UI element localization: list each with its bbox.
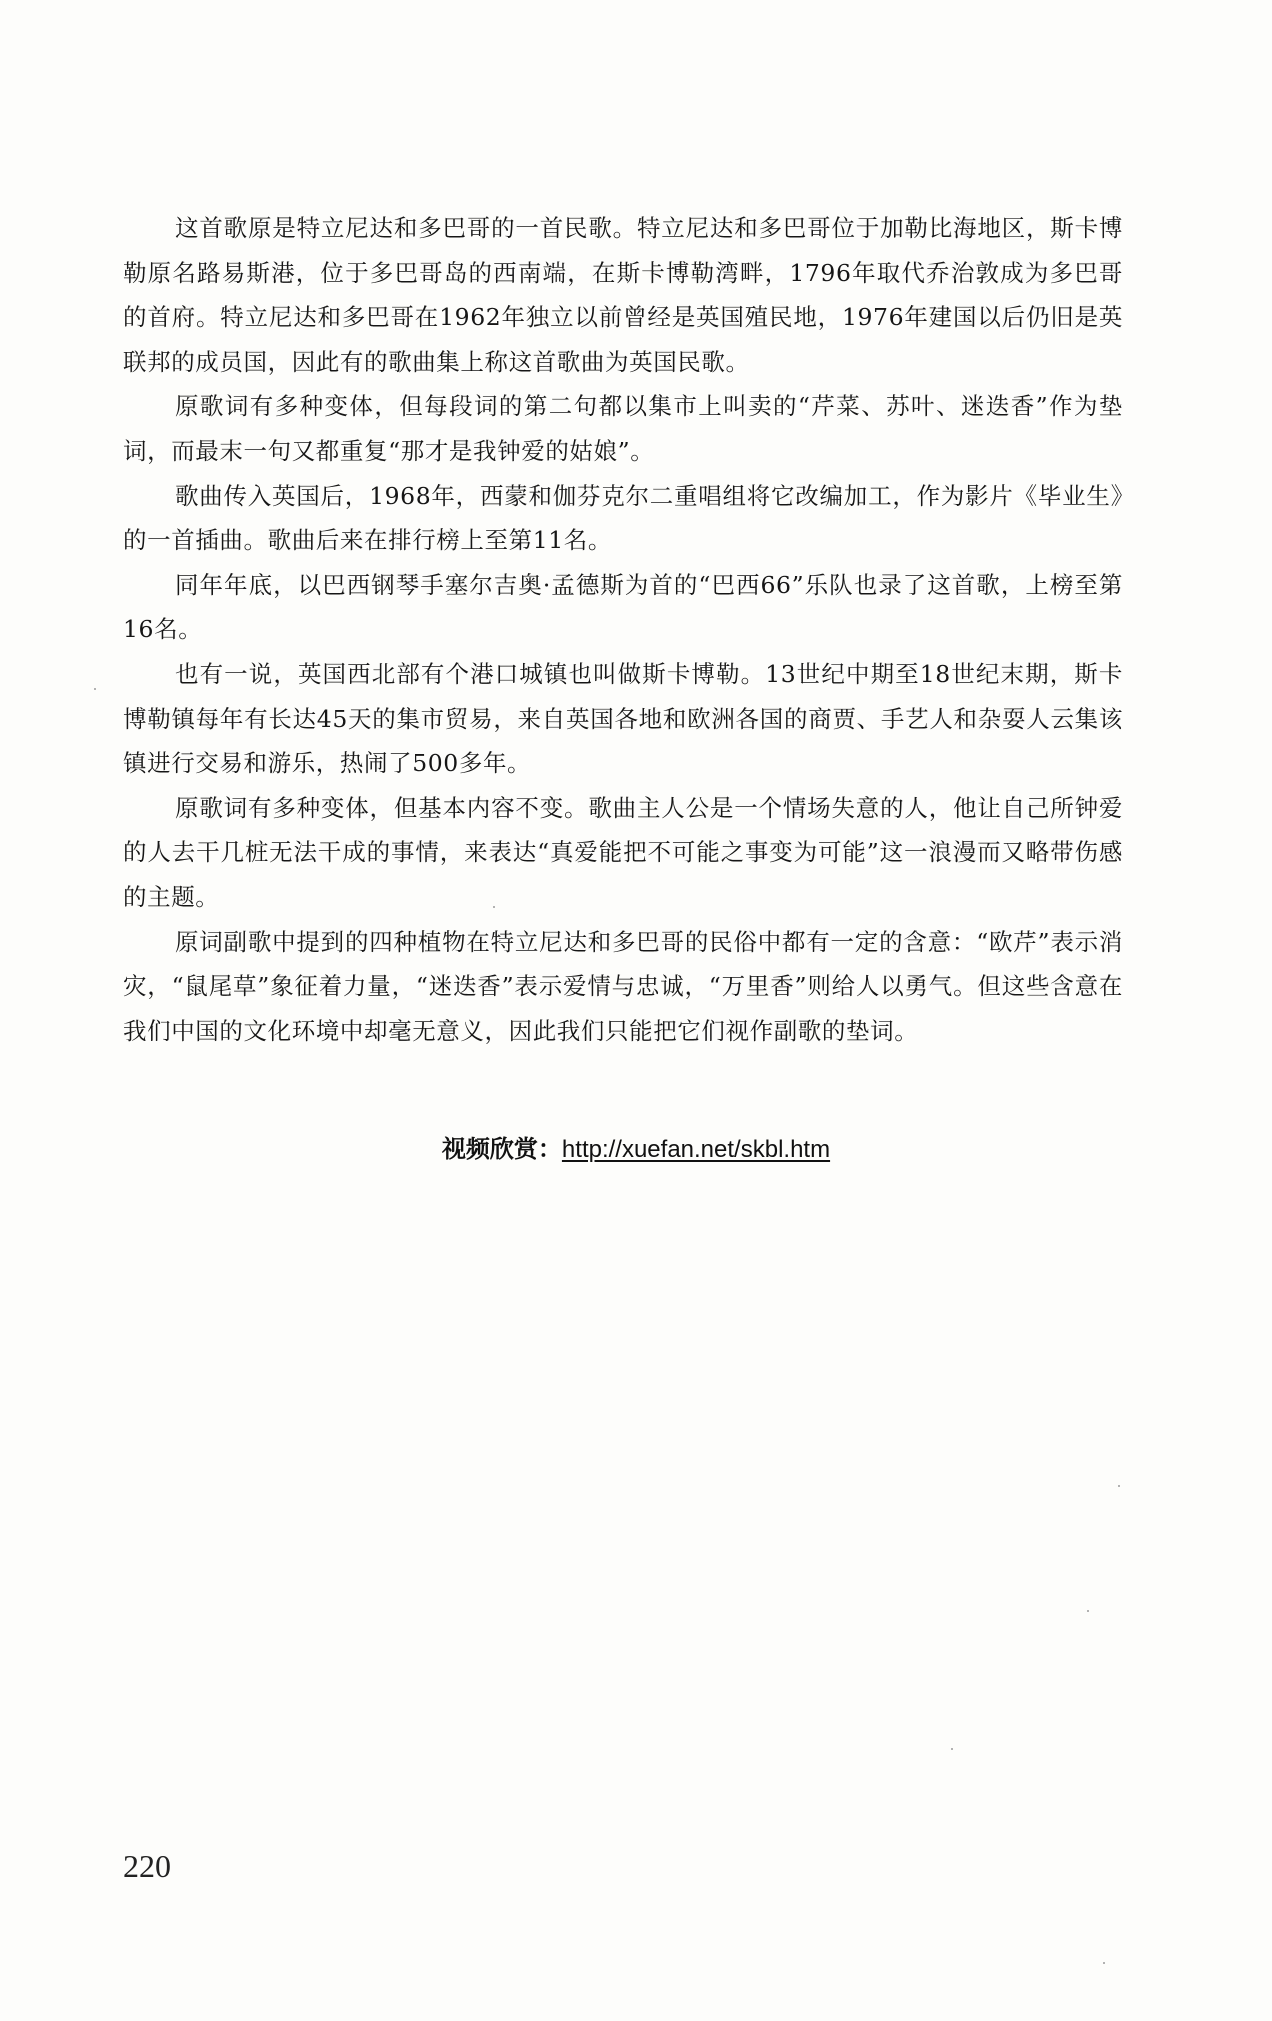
paragraph-2: 原歌词有多种变体，但每段词的第二句都以集市上叫卖的“芹菜、苏叶、迷迭香”作为垫词，而最末一句又都重复“那才是我钟爱的姑娘”。 <box>123 392 1123 465</box>
video-label: 视频欣赏： <box>441 1136 562 1163</box>
paragraph-3: 歌曲传入英国后，1968年，西蒙和伽芬克尔二重唱组将它改编加工，作为影片《毕业生》的一首插曲。歌曲后来在排行榜上至第11名。 <box>123 481 1123 555</box>
page-number: 220 <box>123 1848 171 1884</box>
paragraph-5: 也有一说，英国西北部有个港口城镇也叫做斯卡博勒。13世纪中期至18世纪末期，斯卡博勒镇每年有长达45天的集市贸易，来自英国各地和欧洲各国的商贾、手艺人和杂耍人云集该镇进行交易和游乐，热闹了500多年。 <box>123 659 1123 778</box>
video-reference <box>0 1133 1272 1167</box>
paragraph-7: 原词副歌中提到的四种植物在特立尼达和多巴哥的民俗中都有一定的含意：“欧芹”表示消灾，“鼠尾草”象征着力量，“迷迭香”表示爱情与忠诚，“万里香”则给人以勇气。但这些含意在我们中国的文化环境中却毫无意义，因此我们只能把它们视作副歌的垫词。 <box>123 927 1123 1045</box>
paragraph-6: 原歌词有多种变体，但基本内容不变。歌曲主人公是一个情场失意的人，他让自己所钟爱的人去干几桩无法干成的事情，来表达“真爱能把不可能之事变为可能”这一浪漫而又略带伤感的主题。 <box>123 793 1123 911</box>
paragraph-4: 同年年底，以巴西钢琴手塞尔吉奥·孟德斯为首的“巴西66”乐队也录了这首歌，上榜至第16名。 <box>123 570 1123 644</box>
body-text <box>123 206 1123 1053</box>
scan-speck <box>951 1748 953 1750</box>
scan-speck <box>1118 1485 1120 1487</box>
video-link[interactable]: http://xuefan.net/skbl.htm <box>561 1136 831 1163</box>
scan-speck <box>94 688 96 690</box>
paragraph-1: 这首歌原是特立尼达和多巴哥的一首民歌。特立尼达和多巴哥位于加勒比海地区，斯卡博勒原名路易斯港，位于多巴哥岛的西南端，在斯卡博勒湾畔，1796年取代乔治敦成为多巴哥的首府。特立尼达和多巴哥在1962年独立以前曾经是英国殖民地，1976年建国以后仍旧是英联邦的成员国，因此有的歌曲集上称这首歌曲为英国民歌。 <box>123 214 1123 376</box>
scan-speck <box>493 906 495 908</box>
scan-speck <box>1103 1962 1105 1964</box>
scan-speck <box>1087 1610 1089 1612</box>
